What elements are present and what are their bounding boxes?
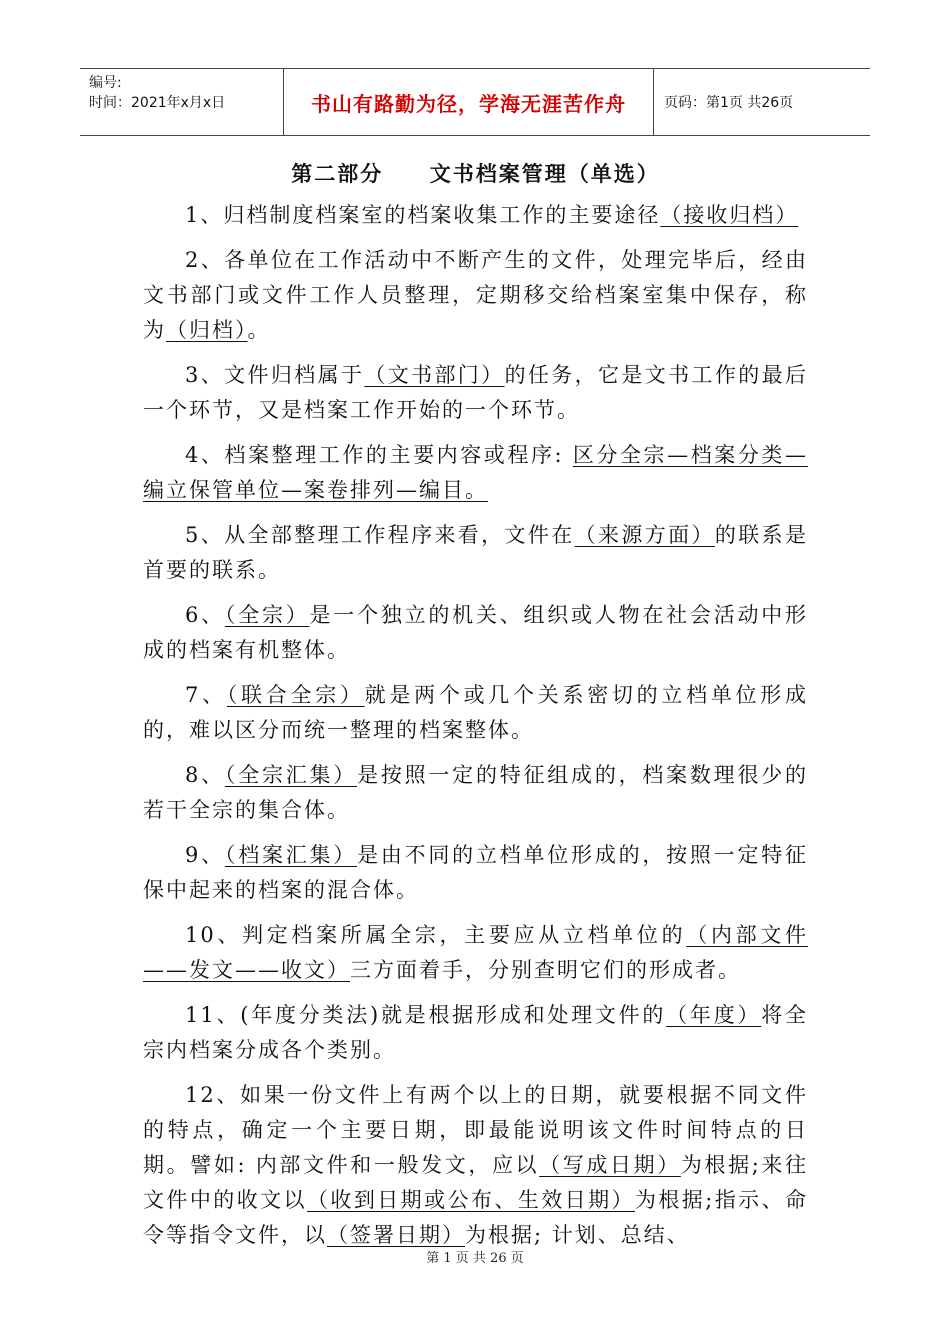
question-item: [143, 198, 808, 233]
header-meta: [80, 69, 283, 135]
answer-text: （文书部门）: [364, 363, 505, 387]
question-item: [143, 758, 808, 828]
answer-text: （内部文件——发文——收文）: [143, 923, 808, 982]
page-footer: [0, 1247, 950, 1266]
answer-text: （接收归档）: [660, 203, 799, 227]
question-text: 7、: [185, 683, 227, 707]
header-motto-cell: [283, 69, 654, 135]
question-text: 是按照一定的特征组成的，档案数理很少的若干全宗的集合体。: [143, 763, 809, 822]
question-item: [143, 918, 808, 988]
question-text: 11、(年度分类法)就是根据形成和处理文件的: [185, 1003, 667, 1027]
document-date: 时间：2021年x月x日: [89, 95, 226, 111]
question-text: 为根据; 计划、总结、: [465, 1223, 690, 1247]
answer-text: （档案汇集）: [224, 843, 358, 867]
question-item: [143, 358, 808, 428]
question-text: 就是两个或几个关系密切的立档单位形成的，难以区分而统一整理的档案整体。: [143, 683, 808, 742]
answer-text: （年度）: [666, 1003, 762, 1027]
question-text: 的任务，它是文书工作的最后一个环节，又是档案工作开始的一个环节。: [143, 363, 809, 422]
question-item: [143, 998, 808, 1068]
question-text: 3、文件归档属于: [185, 363, 365, 387]
document-number-label: 编号:: [89, 75, 122, 91]
answer-text: （归档）: [166, 318, 248, 342]
answer-text: （全宗汇集）: [224, 763, 358, 787]
answer-text: 区分全宗—档案分类—编立保管单位—案卷排列—编目。: [143, 443, 808, 502]
page-info-text: 页码：第1页 共26页: [664, 95, 794, 111]
answer-text: （来源方面）: [574, 523, 715, 547]
question-text: 2、各单位在工作活动中不断产生的文件，处理完毕后，经由文书部门或文件工作人员整理，定期移交给档案室集中保存，称为: [143, 248, 808, 342]
question-text: 将全宗内档案分成各个类别。: [143, 1003, 808, 1062]
question-item: [143, 838, 808, 908]
question-text: 是由不同的立档单位形成的，按照一定特征保中起来的档案的混合体。: [143, 843, 809, 902]
answer-text: （写成日期）: [539, 1153, 681, 1177]
question-text: 6、: [185, 603, 225, 627]
question-text: 4、档案整理工作的主要内容或程序:: [185, 443, 573, 467]
footer-page-number: 第 1 页 共 26 页: [426, 1251, 524, 1266]
document-body: [143, 152, 808, 1263]
section-title: 第二部分 文书档案管理（单选）: [291, 161, 660, 186]
question-item: [143, 438, 808, 508]
document-header: [80, 68, 870, 136]
question-text: 是一个独立的机关、组织或人物在社会活动中形成的档案有机整体。: [143, 603, 809, 662]
question-item: [143, 1078, 808, 1253]
question-item: [143, 518, 808, 588]
question-text: 为根据;指示、命令等指令文件，以: [143, 1188, 809, 1247]
question-text: 9、: [185, 843, 225, 867]
answer-text: （签署日期）: [327, 1223, 465, 1247]
question-item: [143, 598, 808, 668]
header-motto: 书山有路勤为径，学海无涯苦作舟: [311, 91, 626, 116]
question-text: 的联系是首要的联系。: [143, 523, 809, 582]
answer-text: （收到日期或公布、生效日期）: [306, 1188, 635, 1212]
question-text: 12、如果一份文件上有两个以上的日期，就要根据不同文件的特点，确定一个主要日期，即最能说明该文件时间特点的日期。譬如: 内部文件和一般发文，应以: [143, 1083, 808, 1177]
question-text: 1、归档制度档案室的档案收集工作的主要途径: [185, 203, 661, 227]
question-text: 。: [247, 318, 271, 342]
question-item: [143, 678, 808, 748]
question-text: 5、从全部整理工作程序来看，文件在: [185, 523, 575, 547]
answer-text: （联合全宗）: [226, 683, 365, 707]
question-text: 8、: [185, 763, 225, 787]
header-page-info: [654, 69, 870, 135]
question-text: 10、判定档案所属全宗，主要应从立档单位的: [185, 923, 687, 947]
answer-text: （全宗）: [224, 603, 310, 627]
question-item: [143, 243, 808, 348]
question-text: 三方面着手，分别查明它们的形成者。: [350, 958, 741, 982]
question-text: 为根据;来往文件中的收文以: [143, 1153, 809, 1212]
